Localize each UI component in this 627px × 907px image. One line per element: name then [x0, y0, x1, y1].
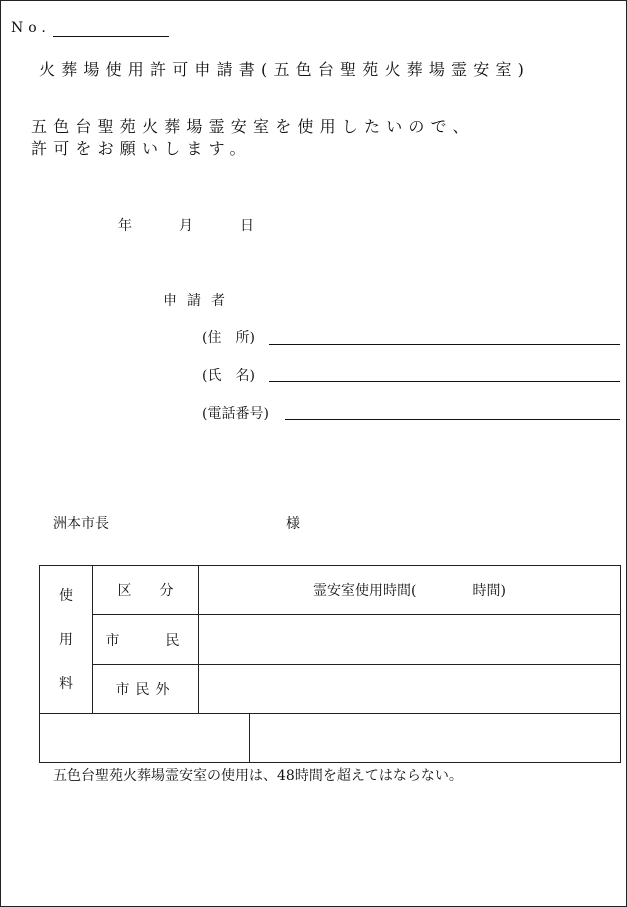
fee-side-label: 使 用 料 [40, 566, 93, 714]
applicant-heading: 申請者 [163, 293, 235, 309]
date-day-label: 日 [240, 218, 254, 234]
request-statement-line-1: 五色台聖苑火葬場霊安室を使用したいので、 [31, 117, 475, 136]
addressee-honorific: 様 [286, 516, 300, 532]
nonresident-row-label: 市民外 [93, 665, 199, 714]
category-header: 区 分 [93, 566, 199, 615]
date-year-label: 年 [118, 218, 132, 234]
document-number-label: No. [11, 20, 51, 36]
resident-row-label: 市 民 [93, 615, 199, 665]
fee-table [39, 565, 621, 763]
usage-time-header: 霊安室使用時間( 時間) [199, 566, 621, 615]
request-statement [31, 116, 475, 160]
resident-fee-cell[interactable] [199, 615, 621, 665]
address-field[interactable] [269, 344, 620, 345]
date-month-label: 月 [179, 218, 193, 234]
address-label: (住 所) [202, 330, 255, 346]
form-title: 火葬場使用許可申請書(五色台聖苑火葬場霊安室) [39, 60, 531, 79]
usage-limit-note: 五色台聖苑火葬場霊安室の使用は、48時間を超えてはならない。 [53, 768, 463, 784]
bottom-right-cell[interactable] [250, 714, 621, 763]
request-statement-line-2: 許可をお願いします。 [31, 139, 252, 158]
name-field[interactable] [269, 381, 620, 382]
phone-field[interactable] [285, 419, 620, 420]
nonresident-fee-cell[interactable] [199, 665, 621, 714]
name-label: (氏 名) [202, 368, 255, 384]
bottom-left-cell[interactable] [40, 714, 250, 763]
addressee-mayor: 洲本市長 [53, 516, 109, 532]
document-number-field[interactable] [53, 36, 169, 37]
phone-label: (電話番号) [202, 406, 269, 422]
